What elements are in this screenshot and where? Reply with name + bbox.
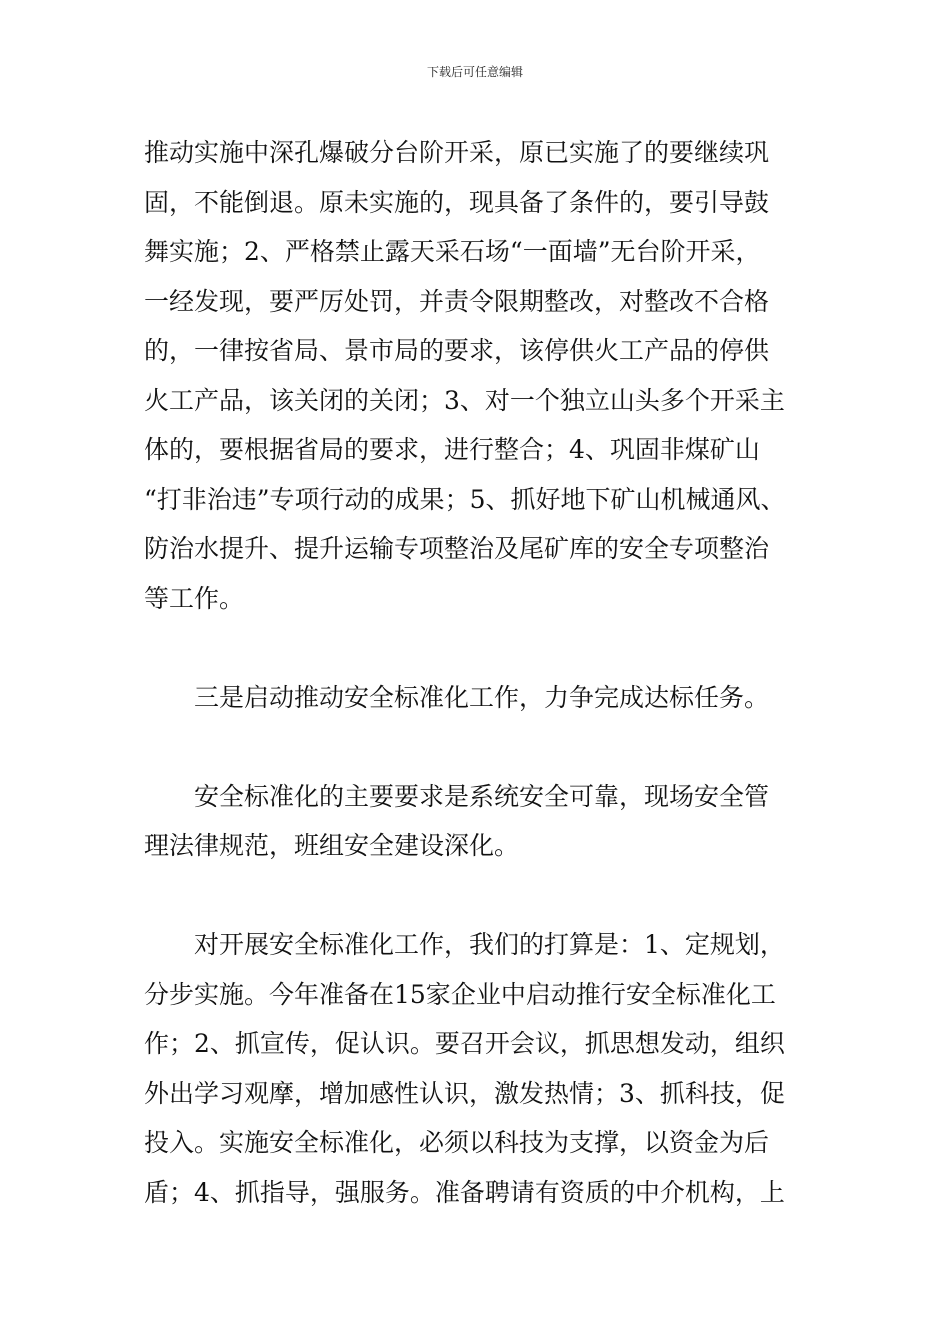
text-line: 等工作。: [144, 583, 245, 613]
text-line: 火工产品，该关闭的关闭；3、对一个独立山头多个开采主: [144, 385, 785, 415]
text-line: 理法律规范，班组安全建设深化。: [144, 831, 520, 860]
page-header: 下载后可任意编辑: [426, 65, 523, 79]
text-line: 作；2、抓宣传，促认识。要召开会议，抓思想发动，组织: [144, 1029, 785, 1058]
text-line: 外出学习观摩，增加感性认识，激发热情；3、抓科技，促: [144, 1078, 785, 1108]
text-line: 体的，要根据省局的要求，进行整合；4、巩固非煤矿山: [144, 435, 760, 464]
paragraph-rectification: [144, 128, 812, 623]
paragraph-gap: [144, 871, 812, 921]
paragraph-gap: [144, 623, 812, 673]
paragraph-standardization-heading: [144, 673, 812, 723]
paragraph-gap: [144, 722, 812, 772]
text-line: 固，不能倒退。原未实施的，现具备了条件的，要引导鼓: [144, 187, 770, 217]
text-line: 投入。实施安全标准化，必须以科技为支撑，以资金为后: [144, 1128, 770, 1157]
text-line: 舞实施；2、严格禁止露天采石场“一面墙”无台阶开采，: [144, 237, 761, 266]
text-line: 分步实施。今年准备在15家企业中启动推行安全标准化工: [144, 979, 776, 1009]
text-line: 对开展安全标准化工作，我们的打算是：1、定规划，: [144, 930, 785, 959]
paragraph-standardization-requirements: [144, 772, 812, 871]
paragraph-standardization-plan: [144, 920, 812, 1217]
text-line: 安全标准化的主要要求是系统安全可靠，现场安全管: [144, 781, 770, 811]
text-line: 防治水提升、提升运输专项整治及尾矿库的安全专项整治: [144, 534, 770, 563]
text-line: 的，一律按省局、景市局的要求，该停供火工产品的停供: [144, 336, 770, 365]
document-body: [144, 128, 812, 1217]
text-line: 一经发现，要严厉处罚，并责令限期整改，对整改不合格: [144, 286, 770, 316]
text-line: 推动实施中深孔爆破分台阶开采，原已实施了的要继续巩: [144, 138, 770, 167]
text-line: 盾；4、抓指导，强服务。准备聘请有资质的中介机构，上: [144, 1177, 785, 1207]
text-line: 三是启动推动安全标准化工作，力争完成达标任务。: [144, 682, 770, 712]
text-line: “打非治违”专项行动的成果；5、抓好地下矿山机械通风、: [144, 484, 786, 514]
